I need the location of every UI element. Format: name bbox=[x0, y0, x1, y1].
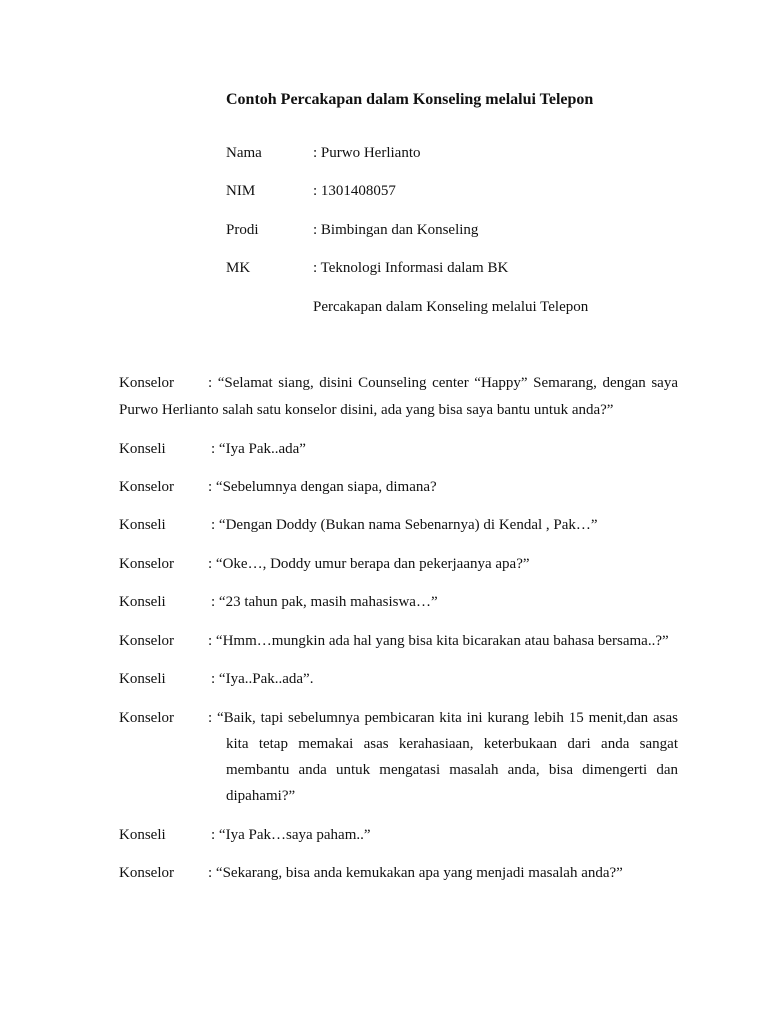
speaker-label: Konselor bbox=[119, 375, 174, 391]
dialogue-line: : “Iya..Pak..ada”. bbox=[211, 671, 314, 687]
speaker-label: Konseli bbox=[119, 517, 166, 533]
dialogue-line: : “Sekarang, bisa anda kemukakan apa yang menjadi masalah anda?” bbox=[208, 865, 623, 881]
speaker-label: Konselor bbox=[119, 479, 174, 495]
info-label-mk: MK bbox=[226, 260, 251, 276]
speaker-label: Konseli bbox=[119, 441, 166, 457]
info-label-nim: NIM bbox=[226, 183, 256, 199]
dialogue-line: : “Sebelumnya dengan siapa, dimana? bbox=[208, 479, 437, 495]
speaker-label: Konselor bbox=[119, 865, 174, 881]
dialogue-line: : “Oke…, Doddy umur berapa dan pekerjaanya apa?” bbox=[208, 556, 530, 572]
speaker-label: Konseli bbox=[119, 671, 166, 687]
info-value-nama: : Purwo Herlianto bbox=[313, 145, 421, 161]
dialogue-line: kita tetap memakai asas kerahasiaan, keterbukaan dari anda sangat bbox=[226, 736, 678, 752]
document-subtitle: Percakapan dalam Konseling melalui Telepon bbox=[313, 299, 589, 315]
dialogue-line: : “Hmm…mungkin ada hal yang bisa kita bicarakan atau bahasa bersama..?” bbox=[208, 633, 669, 649]
document-title: Contoh Percakapan dalam Konseling melalui Telepon bbox=[226, 91, 594, 108]
speaker-label: Konselor bbox=[119, 710, 174, 726]
dialogue-line: membantu anda untuk mengatasi masalah anda, bisa dimengerti dan bbox=[226, 762, 678, 778]
dialogue-line: dipahami?” bbox=[226, 788, 296, 804]
speaker-label: Konselor bbox=[119, 556, 174, 572]
dialogue-line: : “Selamat siang, disini Counseling center “Happy” Semarang, dengan saya bbox=[208, 375, 678, 391]
speaker-label: Konseli bbox=[119, 594, 166, 610]
speaker-label: Konselor bbox=[119, 633, 174, 649]
dialogue-line: : “23 tahun pak, masih mahasiswa…” bbox=[211, 594, 438, 610]
info-value-mk: : Teknologi Informasi dalam BK bbox=[313, 260, 509, 276]
speaker-label: Konseli bbox=[119, 827, 166, 843]
info-value-nim: : 1301408057 bbox=[313, 183, 396, 199]
dialogue-line: : “Dengan Doddy (Bukan nama Sebenarnya) di Kendal , Pak…” bbox=[211, 517, 598, 533]
info-label-nama: Nama bbox=[226, 145, 262, 161]
dialogue-line: : “Baik, tapi sebelumnya pembicaran kita ini kurang lebih 15 menit,dan asas bbox=[208, 710, 678, 726]
dialogue-line: Purwo Herlianto salah satu konselor disini, ada yang bisa saya bantu untuk anda?” bbox=[119, 402, 614, 418]
info-value-prodi: : Bimbingan dan Konseling bbox=[313, 222, 479, 238]
dialogue-line: : “Iya Pak..ada” bbox=[211, 441, 306, 457]
info-label-prodi: Prodi bbox=[226, 222, 259, 238]
dialogue-line: : “Iya Pak…saya paham..” bbox=[211, 827, 371, 843]
